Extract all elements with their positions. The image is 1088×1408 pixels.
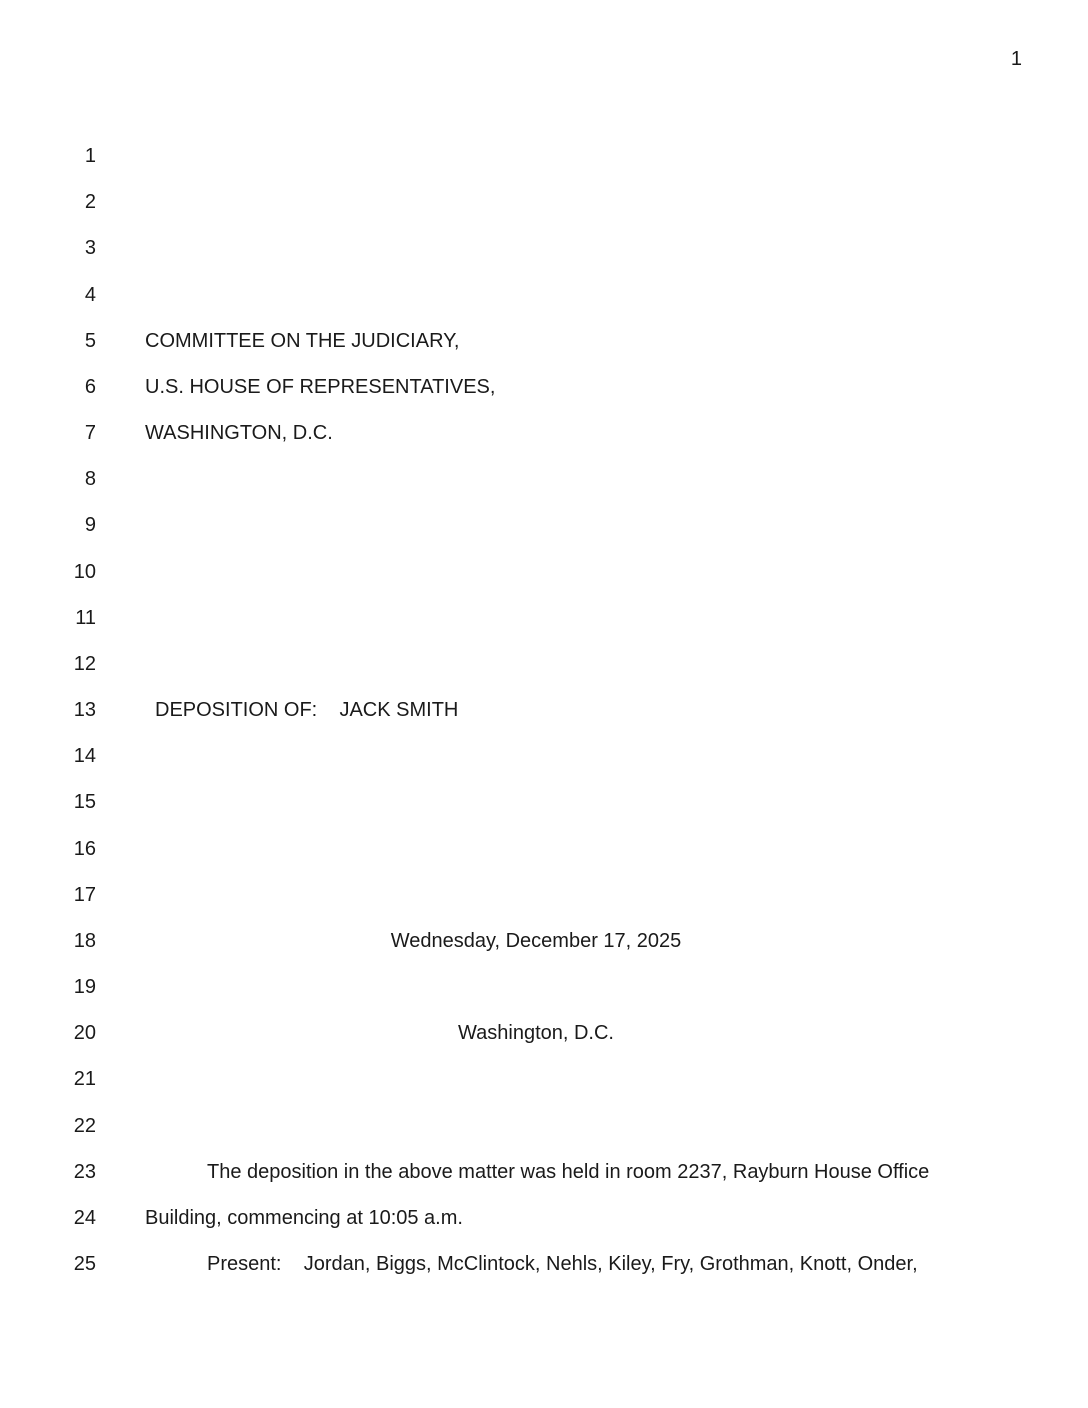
line-number: 12: [73, 653, 96, 675]
line-text: COMMITTEE ON THE JUDICIARY,: [145, 330, 460, 352]
line-text: U.S. HOUSE OF REPRESENTATIVES,: [145, 376, 496, 398]
transcript-line: [0, 779, 1088, 825]
line-number: 8: [84, 468, 96, 490]
transcript-line: [0, 456, 1088, 502]
transcript-line: [0, 364, 1088, 410]
transcript-line: [0, 1103, 1088, 1149]
transcript-line: [0, 1195, 1088, 1241]
line-number: 14: [73, 745, 96, 767]
transcript-line: [0, 1149, 1088, 1195]
line-text: DEPOSITION OF: JACK SMITH: [155, 699, 459, 721]
line-text: Wednesday, December 17, 2025: [390, 930, 682, 952]
line-number: 3: [84, 237, 96, 259]
line-number: 15: [73, 791, 96, 813]
line-text: Building, commencing at 10:05 a.m.: [145, 1207, 463, 1229]
line-number: 24: [73, 1207, 96, 1229]
line-number: 17: [73, 884, 96, 906]
transcript-line: [0, 549, 1088, 595]
transcript-line: [0, 964, 1088, 1010]
line-number: 6: [84, 376, 96, 398]
line-number: 2: [84, 191, 96, 213]
line-number: 21: [73, 1068, 96, 1090]
line-number: 4: [84, 284, 96, 306]
transcript-line: [0, 1056, 1088, 1102]
transcript-line: [0, 502, 1088, 548]
line-text: WASHINGTON, D.C.: [145, 422, 333, 444]
transcript-line: [0, 133, 1088, 179]
line-number: 22: [73, 1115, 96, 1137]
transcript-line: [0, 872, 1088, 918]
transcript-line: [0, 179, 1088, 225]
line-number: 7: [84, 422, 96, 444]
transcript-line: [0, 687, 1088, 733]
transcript-line: [0, 1241, 1088, 1287]
line-number: 1: [84, 145, 96, 167]
transcript-line: [0, 318, 1088, 364]
line-number: 9: [84, 514, 96, 536]
line-number: 18: [73, 930, 96, 952]
line-number: 11: [75, 607, 96, 629]
transcript-line: [0, 733, 1088, 779]
page-number: 1: [1010, 48, 1022, 70]
line-text: Present: Jordan, Biggs, McClintock, Nehls, Kiley, Fry, Grothman, Knott, Onder,: [207, 1253, 918, 1275]
transcript-line: [0, 595, 1088, 641]
transcript-line: [0, 272, 1088, 318]
transcript-line: [0, 918, 1088, 964]
transcript-line: [0, 641, 1088, 687]
transcript-line: [0, 225, 1088, 271]
transcript-line: [0, 826, 1088, 872]
line-number: 25: [73, 1253, 96, 1275]
line-number: 20: [73, 1022, 96, 1044]
line-number: 13: [73, 699, 96, 721]
line-number: 10: [73, 561, 96, 583]
line-number: 5: [84, 330, 96, 352]
line-number: 16: [73, 838, 96, 860]
line-text: The deposition in the above matter was held in room 2237, Rayburn House Office: [207, 1161, 930, 1183]
transcript-line: [0, 410, 1088, 456]
line-number: 23: [73, 1161, 96, 1183]
transcript-line: [0, 1010, 1088, 1056]
line-text: Washington, D.C.: [458, 1022, 614, 1044]
line-number: 19: [73, 976, 96, 998]
